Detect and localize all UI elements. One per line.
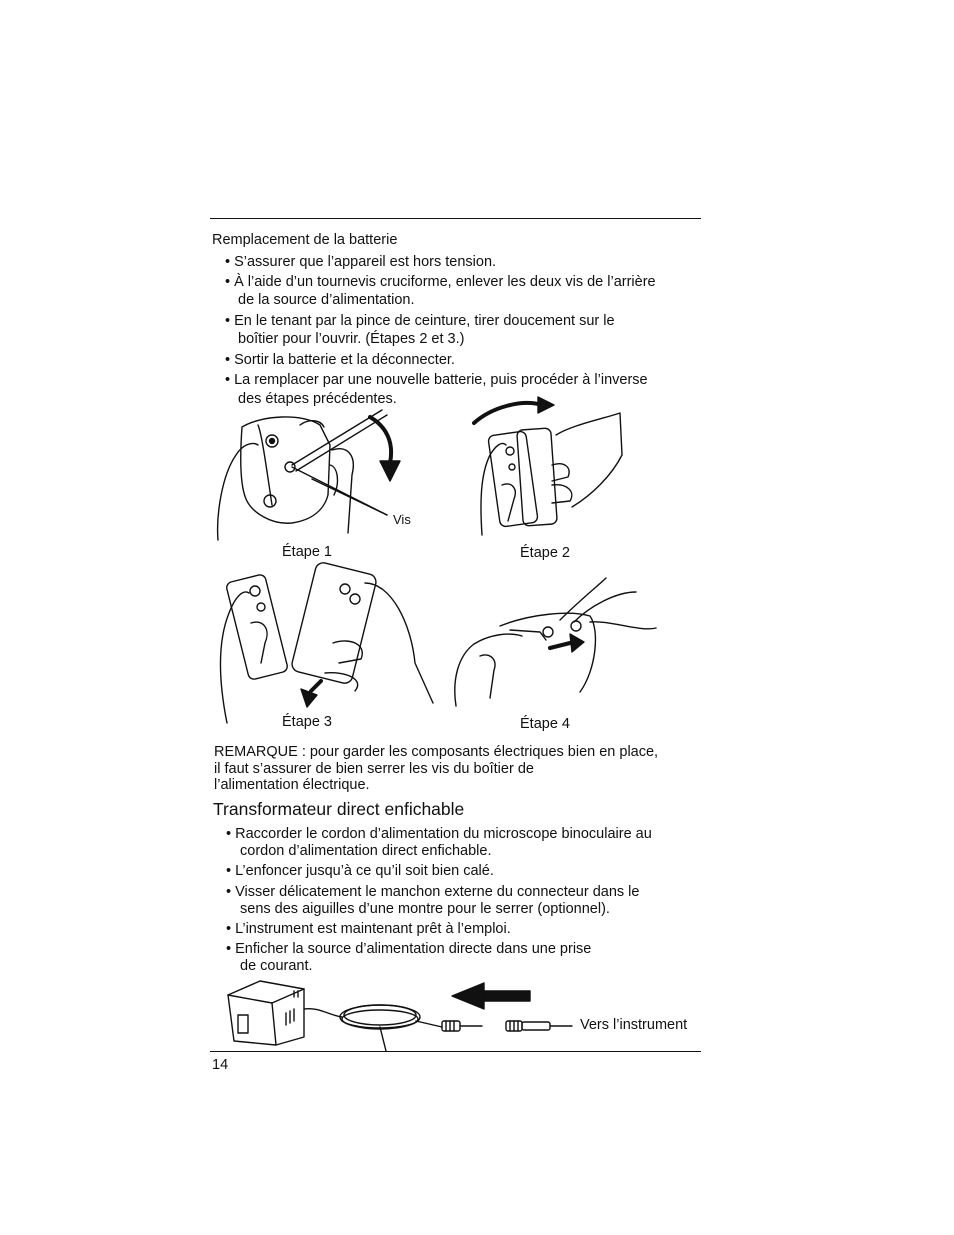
bullet-1-1: • S’assurer que l’appareil est hors tension. — [225, 254, 497, 270]
step3-illustration — [215, 563, 435, 728]
bullet-2-2: • L’enfoncer jusqu’à ce qu’il soit bien calé. — [226, 863, 494, 879]
step3-caption: Étape 3 — [282, 714, 332, 730]
bullet-1-4: • Sortir la batterie et la déconnecter. — [225, 352, 455, 368]
step4-illustration — [450, 570, 660, 710]
bottom-rule — [210, 1051, 701, 1052]
bullet-1-5-cont: des étapes précédentes. — [238, 391, 397, 407]
bullet-1-3: • En le tenant par la pince de ceinture, tirer doucement sur le — [225, 313, 615, 329]
bullet-1-2-cont: de la source d’alimentation. — [238, 292, 415, 308]
bullet-1-2: • À l’aide d’un tournevis cruciforme, enlever les deux vis de l’arrière — [225, 274, 656, 290]
bullet-2-5-cont: de courant. — [240, 958, 313, 974]
bullet-2-1-cont: cordon d’alimentation direct enfichable. — [240, 843, 492, 859]
bullet-2-4: • L’instrument est maintenant prêt à l’emploi. — [226, 921, 511, 937]
top-rule — [210, 218, 701, 219]
vis-label: Vis — [393, 512, 411, 527]
note-line-3: l’alimentation électrique. — [214, 777, 370, 793]
bullet-1-5: • La remplacer par une nouvelle batterie, puis procéder à l’inverse — [225, 372, 648, 388]
to-instrument-label: Vers l’instrument — [580, 1017, 688, 1033]
step2-caption: Étape 2 — [520, 545, 570, 561]
adapter-illustration — [220, 975, 580, 1055]
step4-caption: Étape 4 — [520, 716, 570, 732]
section-heading-transformer: Transformateur direct enfichable — [213, 799, 465, 819]
section-heading-battery: Remplacement de la batterie — [212, 232, 398, 248]
page-number: 14 — [212, 1057, 229, 1073]
bullet-2-3-cont: sens des aiguilles d’une montre pour le serrer (optionnel). — [240, 901, 610, 917]
bullet-2-3: • Visser délicatement le manchon externe du connecteur dans le — [226, 884, 640, 900]
bullet-2-5: • Enficher la source d’alimentation directe dans une prise — [226, 941, 592, 957]
bullet-2-1: • Raccorder le cordon d’alimentation du microscope binoculaire au — [226, 826, 652, 842]
bullet-1-3-cont: boîtier pour l’ouvrir. (Étapes 2 et 3.) — [238, 331, 465, 347]
step1-caption: Étape 1 — [282, 544, 332, 560]
note-line-1: REMARQUE : pour garder les composants électriques bien en place, — [214, 744, 659, 760]
step2-illustration — [472, 395, 632, 535]
note-line-2: il faut s’assurer de bien serrer les vis du boîtier de — [214, 761, 534, 777]
step1-illustration — [212, 405, 452, 545]
